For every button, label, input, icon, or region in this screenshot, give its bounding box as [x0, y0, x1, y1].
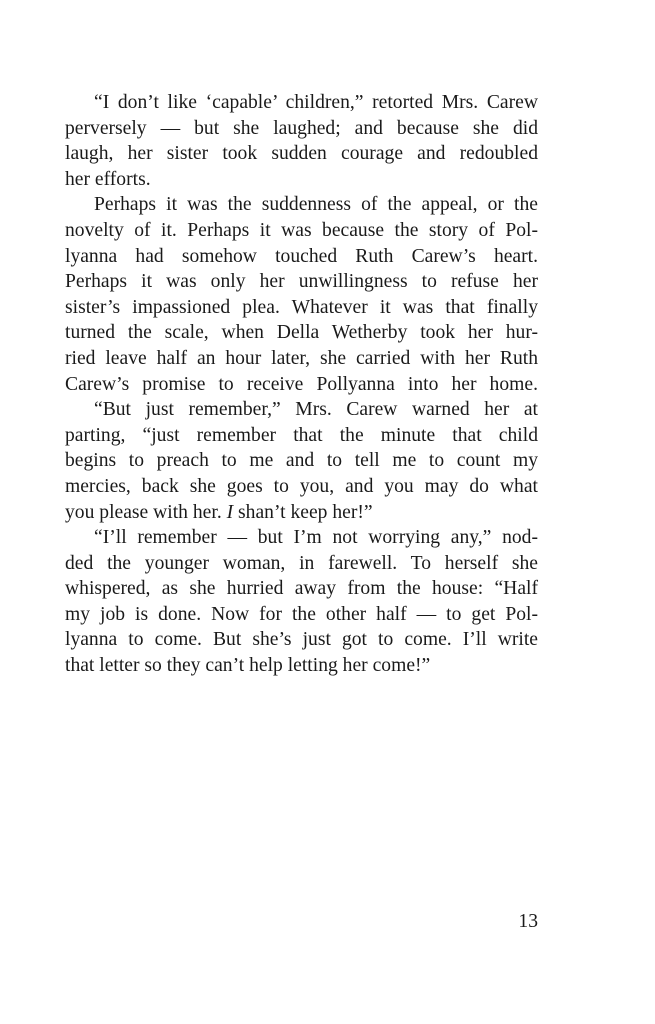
paragraph-4	[65, 525, 538, 679]
text-line: turned the scale, when Della Wetherby took her hur-	[65, 322, 538, 344]
text-line: lyanna to come. But she’s just got to come. I’ll write	[65, 629, 538, 651]
text-line: “But just remember,” Mrs. Carew warned her at	[94, 399, 538, 421]
text-line: perversely — but she laughed; and because she did	[65, 117, 538, 139]
text-line: that letter so they can’t help letting her come!”	[65, 655, 431, 677]
text-line: begins to preach to me and to tell me to count my	[65, 450, 538, 472]
page-number: 13	[518, 911, 538, 932]
text-line: her efforts.	[65, 168, 151, 190]
text-line: whispered, as she hurried away from the house: “Half	[65, 578, 538, 600]
text-line: sister’s impassioned plea. Whatever it was that finally	[65, 296, 538, 318]
text-line	[65, 500, 538, 526]
text-segment: shan’t keep her!”	[233, 501, 373, 523]
text-line: “I’ll remember — but I’m not worrying any,” nod-	[94, 527, 538, 549]
text-segment: you please with her.	[65, 501, 227, 523]
paragraph-2	[65, 192, 538, 397]
paragraph-3	[65, 397, 538, 525]
paragraph-1	[65, 90, 538, 192]
text-line: Perhaps it was the suddenness of the appeal, or the	[94, 194, 538, 216]
text-line: mercies, back she goes to you, and you may do what	[65, 475, 538, 497]
text-line: Carew’s promise to receive Pollyanna into her home.	[65, 373, 538, 395]
text-line: “I don’t like ‘capable’ children,” retorted Mrs. Carew	[94, 92, 538, 113]
text-line: my job is done. Now for the other half — to get Pol-	[65, 603, 538, 625]
text-line: novelty of it. Perhaps it was because the story of Pol-	[65, 219, 538, 241]
body-text	[65, 90, 538, 679]
text-line: parting, “just remember that the minute that child	[65, 424, 538, 446]
text-line: ried leave half an hour later, she carried with her Ruth	[65, 347, 538, 369]
text-line: lyanna had somehow touched Ruth Carew’s heart.	[65, 245, 538, 267]
emphasis-text: I	[226, 501, 234, 523]
text-line: ded the younger woman, in farewell. To herself she	[65, 552, 538, 574]
text-line: laugh, her sister took sudden courage and redoubled	[65, 143, 538, 165]
text-line: Perhaps it was only her unwillingness to refuse her	[65, 271, 538, 293]
